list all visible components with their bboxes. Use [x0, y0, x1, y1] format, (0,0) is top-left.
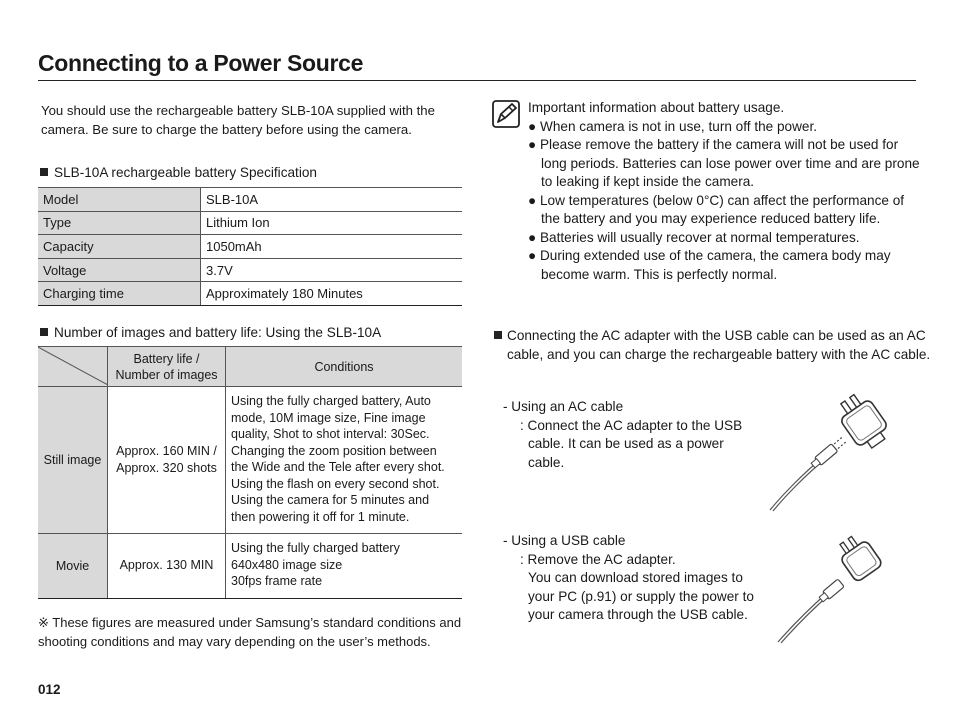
- usb-cable-usage: [503, 532, 763, 625]
- ac-adapter-removed-illustration: [774, 532, 890, 646]
- title-divider: [38, 80, 916, 81]
- spec-key: Voltage: [38, 258, 201, 282]
- life-heading-text: Number of images and battery life: Using the SLB-10A: [54, 325, 382, 340]
- table-row: [38, 282, 462, 306]
- ac-adapter-with-usb-cable-illustration: [764, 388, 890, 514]
- spec-value: SLB-10A: [201, 188, 463, 212]
- ac-cable-body: [503, 417, 763, 473]
- header-battery-life: Battery life / Number of images: [108, 347, 226, 387]
- square-bullet-icon: [40, 328, 48, 336]
- note-lead: Important information about battery usage.: [528, 100, 785, 115]
- usb-cable-line2: You can download stored images to your PC (p.91) or supply the power to your camera through the USB cable.: [528, 570, 754, 623]
- spec-value: 3.7V: [201, 258, 463, 282]
- table-row: [38, 258, 462, 282]
- page-number: 012: [38, 682, 61, 697]
- usb-cable-line1: : Remove the AC adapter.: [520, 551, 676, 567]
- spec-key: Model: [38, 188, 201, 212]
- table-row: [38, 387, 462, 534]
- note-bullet: ● When camera is not in use, turn off the power.: [528, 118, 818, 134]
- table-row: [38, 188, 462, 212]
- conditions-cell: Using the fully charged battery 640x480 image size 30fps frame rate: [226, 534, 463, 599]
- battery-note: [528, 99, 923, 284]
- usb-cable-body: [503, 551, 763, 625]
- note-bullet: ● During extended use of the camera, the camera body may become warm. This is perfectly normal.: [528, 248, 891, 282]
- ac-cable-usage: [503, 398, 763, 472]
- spec-value: Approximately 180 Minutes: [201, 282, 463, 306]
- diagonal-corner-cell: [38, 347, 108, 387]
- header-conditions: Conditions: [226, 347, 463, 387]
- usb-cable-title: - Using a USB cable: [503, 533, 626, 548]
- note-bullet: ● Please remove the battery if the camera will not be used for long periods. Batteries can lose power over time and are prone to leaking if kept inside the camera.: [528, 137, 920, 189]
- footnote: ※ These figures are measured under Samsung’s standard conditions and shooting conditions and may vary depending on the user’s methods.: [38, 615, 462, 649]
- ac-section-text: Connecting the AC adapter with the USB cable can be used as an AC cable, and you can charge the rechargeable battery with the AC cable.: [507, 328, 931, 362]
- spec-heading-text: SLB-10A rechargeable battery Specification: [54, 165, 317, 180]
- spec-key: Charging time: [38, 282, 201, 306]
- mode-cell: Still image: [38, 387, 108, 534]
- conditions-cell: Using the fully charged battery, Auto mode, 10M image size, Fine image quality, Shot to shot interval: 30Sec. Changing the zoom position between the Wide and the Tele after every shot. Using the flash on every second shot. Using the camera for 5 minutes and then powering it off for 1 minute.: [226, 387, 463, 534]
- life-cell: Approx. 160 MIN / Approx. 320 shots: [108, 387, 226, 534]
- ac-cable-line1: : Connect the AC adapter to the USB: [520, 417, 743, 433]
- ac-adapter-section: [494, 327, 932, 365]
- table-row: [38, 211, 462, 235]
- table-header-row: [38, 347, 462, 387]
- spec-key: Type: [38, 211, 201, 235]
- ac-cable-line2: cable. It can be used as a power cable.: [528, 436, 724, 470]
- note-bullet: ● Batteries will usually recover at normal temperatures.: [528, 229, 860, 245]
- ac-cable-title: - Using an AC cable: [503, 399, 624, 414]
- table-row: [38, 235, 462, 259]
- spec-key: Capacity: [38, 235, 201, 259]
- square-bullet-icon: [494, 331, 502, 339]
- spec-value: 1050mAh: [201, 235, 463, 259]
- spec-heading: [40, 165, 317, 180]
- mode-cell: Movie: [38, 534, 108, 599]
- table-row: [38, 534, 462, 599]
- diagonal-line: [38, 347, 108, 385]
- intro-paragraph: You should use the rechargeable battery SLB-10A supplied with the camera. Be sure to charge the battery before using the camera.: [41, 103, 435, 137]
- spec-value: Lithium Ion: [201, 211, 463, 235]
- note-pencil-icon: [492, 100, 520, 128]
- life-cell: Approx. 130 MIN: [108, 534, 226, 599]
- battery-life-table: [38, 346, 462, 599]
- spec-table: [38, 187, 462, 306]
- note-bullet: ● Low temperatures (below 0°C) can affect the performance of the battery and you may experience reduced battery life.: [528, 192, 905, 226]
- square-bullet-icon: [40, 168, 48, 176]
- page-title: Connecting to a Power Source: [38, 50, 364, 76]
- life-heading: [40, 325, 381, 340]
